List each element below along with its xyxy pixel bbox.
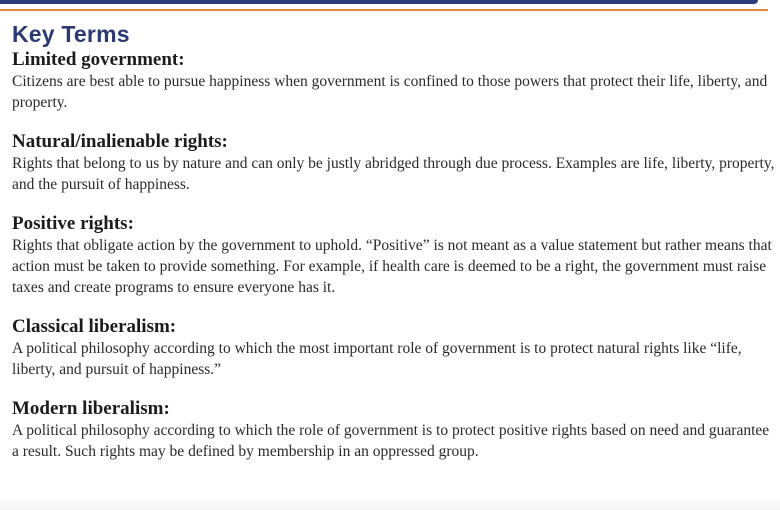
- key-terms-list: [12, 49, 776, 480]
- bottom-shadow: [0, 496, 780, 510]
- term-positive-rights: [12, 213, 776, 298]
- term-title: Positive rights:: [12, 213, 134, 234]
- term-title: Limited government:: [12, 49, 185, 70]
- term-limited-government: [12, 49, 776, 113]
- term-definition: A political philosophy according to which the role of government is to protect positive rights based on need and guarantee a result. Such rights may be defined by membership in an oppressed group.: [12, 422, 770, 460]
- term-definition: Rights that obligate action by the government to uphold. “Positive” is not meant as a value statement but rather means that action must be taken to provide something. For example, if health care is deemed to be a right, the government must raise taxes and create programs to ensure everyone has it.: [12, 237, 772, 296]
- term-definition: A political philosophy according to which the most important role of government is to protect natural rights like “life, liberty, and pursuit of happiness.”: [12, 340, 742, 378]
- term-title: Natural/inalienable rights:: [12, 131, 228, 152]
- term-classical-liberalism: [12, 316, 776, 380]
- term-modern-liberalism: [12, 398, 776, 462]
- term-title: Modern liberalism:: [12, 398, 170, 419]
- top-divider-rule: [0, 9, 768, 11]
- term-title: Classical liberalism:: [12, 316, 177, 337]
- top-banner-bar: [0, 0, 758, 4]
- term-natural-rights: [12, 131, 776, 195]
- term-definition: Citizens are best able to pursue happiness when government is confined to those powers that protect their life, liberty, and property.: [12, 73, 768, 111]
- section-heading: Key Terms: [12, 21, 130, 47]
- term-definition: Rights that belong to us by nature and can only be justly abridged through due process. Examples are life, liberty, property, and the pursuit of happiness.: [12, 155, 775, 193]
